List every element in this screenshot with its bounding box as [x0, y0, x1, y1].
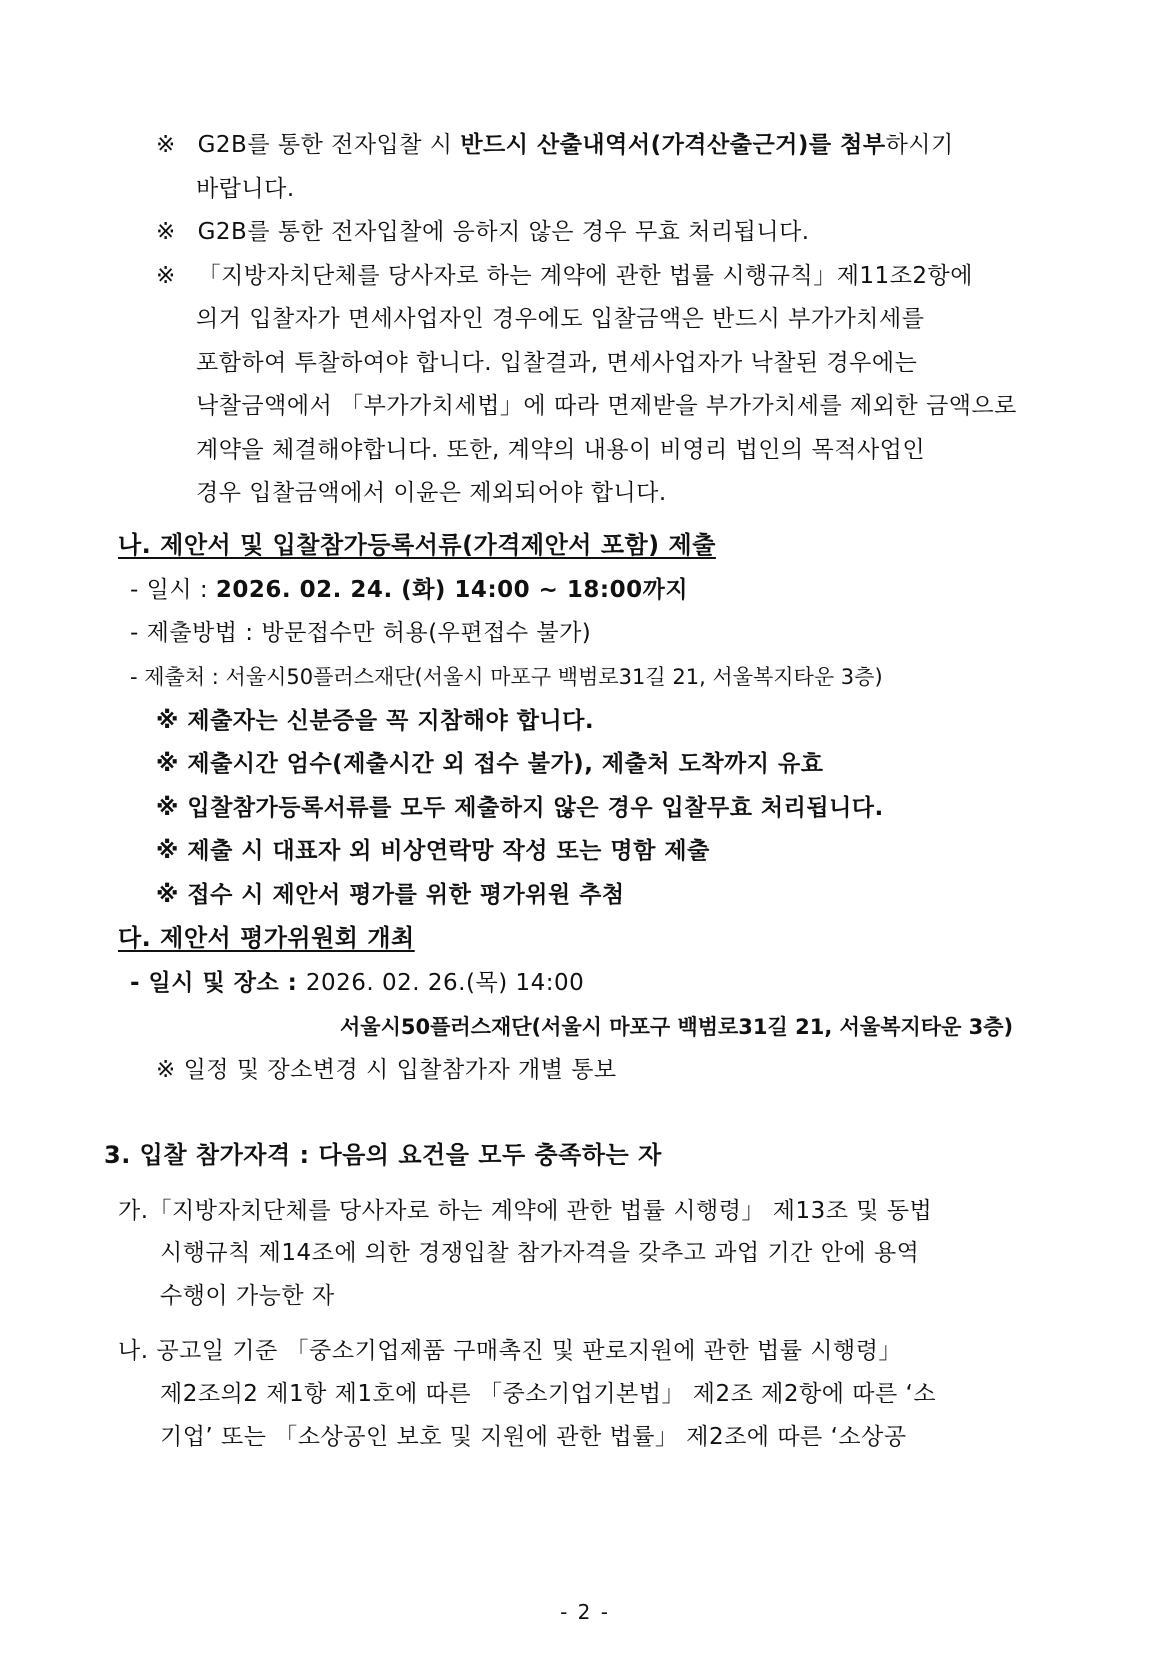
- notice-vat-line-6: 경우 입찰금액에서 이윤은 제외되어야 합니다.: [196, 480, 667, 506]
- section-3-na-line-1: 나. 공고일 기준 「중소기업제품 구매촉진 및 판로지원에 관한 법률 시행령」: [118, 1338, 902, 1364]
- section-3-ga-line-3: 수행이 가능한 자: [160, 1283, 335, 1309]
- section-3-ga-line-2: 시행규칙 제14조에 의한 경쟁입찰 참가자격을 갖추고 과업 기간 안에 용역: [160, 1240, 920, 1266]
- section-da-datetime: - 일시 및 장소 : 2026. 02. 26.(목) 14:00: [130, 970, 585, 996]
- notice-g2b-line-3: ※ G2B를 통한 전자입찰에 응하지 않은 경우 무효 처리됩니다.: [156, 219, 810, 245]
- section-3-ga-line-1: 가.「지방자치단체를 당사자로 하는 계약에 관한 법률 시행령」 제13조 및 동법: [118, 1198, 933, 1224]
- notice-vat-line-4: 낙찰금액에서 「부가가치세법」에 따라 면제받을 부가가치세를 제외한 금액으로: [196, 393, 1017, 419]
- section-na-note-2: ※ 제출시간 엄수(제출시간 외 접수 불가), 제출처 도착까지 유효: [156, 751, 824, 777]
- notice-vat-line-5: 계약을 체결해야합니다. 또한, 계약의 내용이 비영리 법인의 목적사업인: [196, 437, 926, 463]
- notice-vat-line-1: ※ 「지방자치단체를 당사자로 하는 계약에 관한 법률 시행규칙」제11조2항에: [156, 263, 973, 289]
- section-na-date: - 일시 : 2026. 02. 24. (화) 14:00 ~ 18:00까지: [130, 577, 689, 603]
- section-da-title: 다. 제안서 평가위원회 개최: [118, 924, 415, 952]
- notice-g2b-line-1: ※ G2B를 통한 전자입찰 시 반드시 산출내역서(가격산출근거)를 첨부하시기: [156, 132, 954, 158]
- notice-mark: ※: [156, 263, 176, 289]
- section-na-note-1: ※ 제출자는 신분증을 꼭 지참해야 합니다.: [156, 708, 595, 734]
- section-3-na-line-3: 기업’ 또는 「소상공인 보호 및 지원에 관한 법률」 제2조에 따른 ‘소상공: [160, 1424, 907, 1450]
- page-number: - 2 -: [560, 1600, 610, 1624]
- notice-g2b-line-2: 바랍니다.: [196, 176, 295, 202]
- section-3-title: 3. 입찰 참가자격 : 다음의 요건을 모두 충족하는 자: [104, 1141, 662, 1169]
- section-3-na-line-2: 제2조의2 제1항 제1호에 따른 「중소기업기본법」 제2조 제2항에 따른 ‘소: [160, 1381, 937, 1407]
- notice-mark: ※: [156, 219, 176, 245]
- section-na-title: 나. 제안서 및 입찰참가등록서류(가격제안서 포함) 제출: [118, 531, 716, 559]
- section-na-note-5: ※ 접수 시 제안서 평가를 위한 평가위원 추첨: [156, 882, 625, 908]
- section-da-note: ※ 일정 및 장소변경 시 입찰참가자 개별 통보: [156, 1057, 617, 1083]
- notice-mark: ※: [156, 132, 176, 158]
- section-na-place: - 제출처 : 서울시50플러스재단(서울시 마포구 백범로31길 21, 서울복지타운 3층): [130, 665, 883, 689]
- notice-vat-line-3: 포함하여 투찰하여야 합니다. 입찰결과, 면세사업자가 낙찰된 경우에는: [196, 350, 918, 376]
- notice-vat-line-2: 의거 입찰자가 면세사업자인 경우에도 입찰금액은 반드시 부가가치세를: [196, 306, 925, 332]
- section-na-note-3: ※ 입찰참가등록서류를 모두 제출하지 않은 경우 입찰무효 처리됩니다.: [156, 795, 884, 821]
- section-da-place: 서울시50플러스재단(서울시 마포구 백범로31길 21, 서울복지타운 3층): [340, 1015, 1014, 1039]
- section-na-note-4: ※ 제출 시 대표자 외 비상연락망 작성 또는 명함 제출: [156, 838, 710, 864]
- section-na-method: - 제출방법 : 방문접수만 허용(우편접수 불가): [130, 620, 592, 646]
